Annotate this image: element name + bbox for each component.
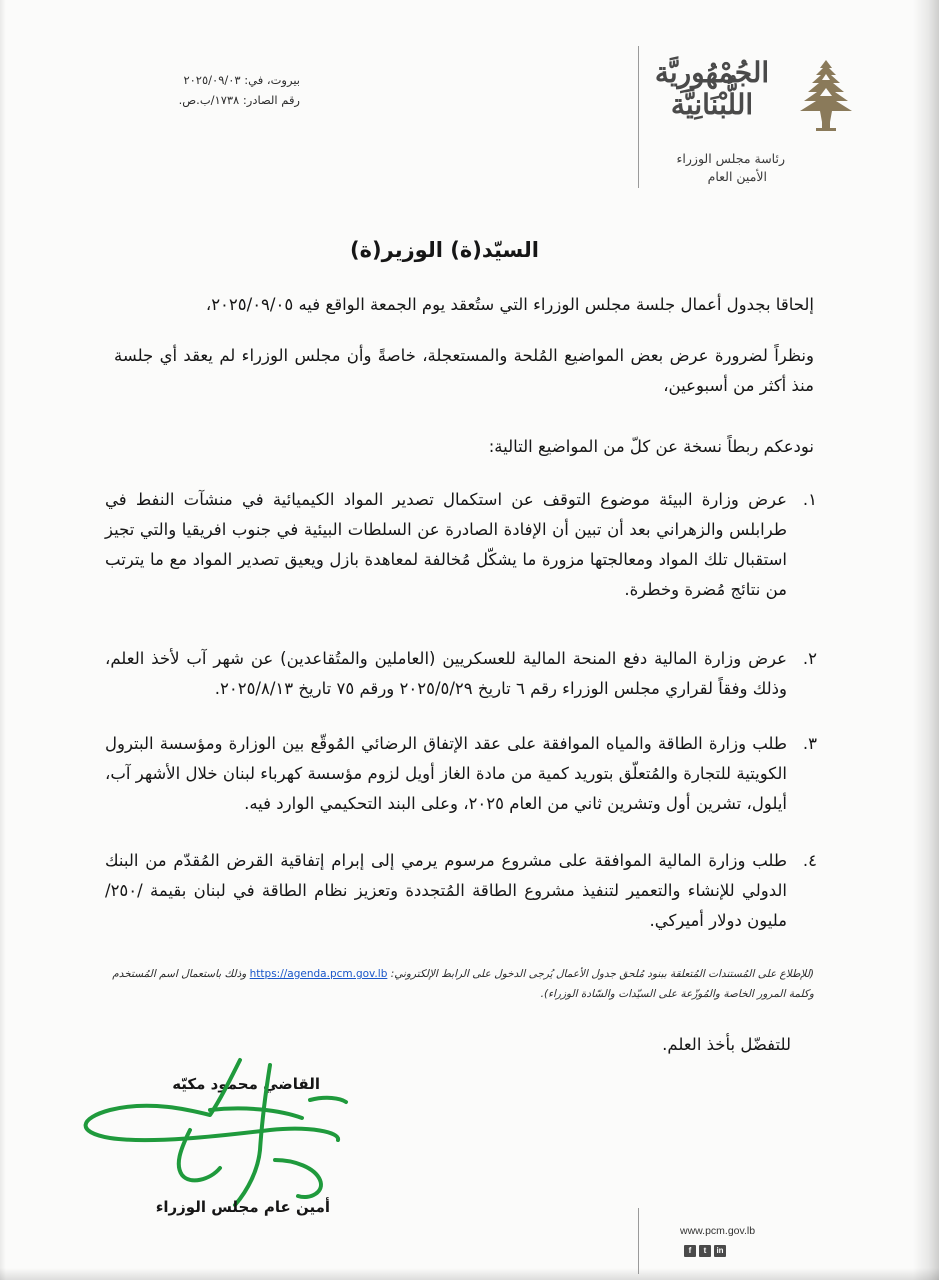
cedar-emblem-icon bbox=[786, 58, 866, 134]
website-link[interactable]: www.pcm.gov.lb bbox=[680, 1225, 756, 1237]
page-edge-shadow bbox=[913, 0, 939, 1280]
page-edge-shadow bbox=[0, 1268, 939, 1280]
logo-line-2: اللُّبْنَانِيَّة bbox=[670, 88, 754, 121]
intro-paragraph: إلحاقا بجدول أعمال جلسة مجلس الوزراء التي ستُعقد يوم الجمعة الواقع فيه ٢٠٢٥/٠٩/٠٥، bbox=[205, 295, 814, 314]
agenda-item-number: ٢. bbox=[802, 649, 817, 668]
agenda-item-text: عرض وزارة المالية دفع المنحة المالية للعسكريين (العاملين والمتُقاعدين) عن شهر آب لأخذ العلم، وذلك وفقاً لقراري مجلس الوزراء رقم ٦ تاريخ ٢٠٢٥/٥/٢٩ ورقم ٧٥ تاريخ ٢٠٢٥/٨/١٣. bbox=[105, 649, 787, 698]
enclosure-paragraph: نودعكم ربطاً نسخة عن كلّ من المواضيع التالية: bbox=[488, 437, 814, 456]
date-reference-block bbox=[120, 70, 300, 110]
reference-number: رقم الصادر: ١٧٣٨/ب.ص. bbox=[178, 93, 300, 107]
department-block bbox=[655, 150, 785, 186]
agenda-item-number: ١. bbox=[802, 490, 817, 509]
closing-line: للتفضّل بأخذ العلم. bbox=[662, 1035, 791, 1054]
agenda-item-text: عرض وزارة البيئة موضوع التوقف عن استكمال تصدير المواد الكيميائية في منشآت النفط في طرابلس والزهراني بعد أن تبين أن الإفادة الصادرة عن السلطات البيئية في جنوب افريقيا والتي تجيز استقبال تلك المواد ومعالجتها مزورة ما يشكّل مُخالفة لمعاهدة بازل ويعيق تصدير المواد مع ما يترتب من نتائج مُضرة وخطرة. bbox=[105, 490, 787, 599]
logo-line-1: الجُمْهُورِيَّة bbox=[654, 56, 770, 89]
agenda-item-number: ٣. bbox=[802, 734, 817, 753]
note-text-after: وذلك باستعمال اسم المُستخدم وكلمة المرور الخاصة والمُوزّعة على السيّدات والسّادة الوزراء). bbox=[112, 968, 814, 1000]
agenda-item bbox=[105, 729, 817, 819]
twitter-icon[interactable]: t bbox=[699, 1245, 711, 1257]
signer-name: القاضي محمود مكيّه bbox=[172, 1075, 320, 1093]
date-line: بيروت، في: ٢٠٢٥/٠٩/٠٣ bbox=[183, 73, 300, 87]
social-icons bbox=[684, 1245, 726, 1257]
agenda-item bbox=[105, 485, 817, 605]
note-text-before: (للإطلاع على المُستندات المُتعلقة ببنود مُلحق جدول الأعمال يُرجى الدخول على الرابط الإلكتروني: bbox=[390, 968, 814, 980]
signer-title: أمين عام مجلس الوزراء bbox=[155, 1198, 330, 1216]
linkedin-icon[interactable]: in bbox=[714, 1245, 726, 1257]
footer-divider bbox=[638, 1208, 639, 1274]
header-divider bbox=[638, 46, 639, 188]
access-note bbox=[108, 964, 814, 1004]
republic-logo-text bbox=[642, 58, 782, 128]
salutation: السيّد(ة) الوزير(ة) bbox=[350, 238, 539, 262]
agenda-item-text: طلب وزارة المالية الموافقة على مشروع مرسوم يرمي إلى إبرام إتفاقية القرض المُقدّم من البنك الدولي للإنشاء والتعمير لتنفيذ مشروع الطاقة المُتجددة وتعزيز نظام الطاقة في لبنان بقيمة /٢٥٠/ مليون دولار أميركي. bbox=[105, 851, 787, 930]
agenda-item bbox=[105, 644, 817, 704]
reason-paragraph: ونظراً لضرورة عرض بعض المواضيع المُلحة والمستعجلة، خاصةً وأن مجلس الوزراء لم يعقد أي جلسة منذ أكثر من أسبوعين، bbox=[114, 346, 814, 395]
page-edge-shadow bbox=[0, 0, 6, 1280]
office-name: الأمين العام bbox=[707, 169, 767, 184]
department-name: رئاسة مجلس الوزراء bbox=[676, 151, 785, 166]
agenda-item bbox=[105, 846, 817, 936]
agenda-portal-link[interactable]: https://agenda.pcm.gov.lb bbox=[249, 968, 388, 980]
facebook-icon[interactable]: f bbox=[684, 1245, 696, 1257]
agenda-item-number: ٤. bbox=[802, 851, 817, 870]
agenda-item-text: طلب وزارة الطاقة والمياه الموافقة على عقد الإتفاق الرضائي المُوقّع بين الوزارة ومؤسسة البترول الكويتية للتجارة والمُتعلّق بتوريد كمية من مادة الغاز أويل لزوم مؤسسة كهرباء لبنان خلال الأشهر آب، أيلول، تشرين أول وتشرين ثاني من العام ٢٠٢٥، وعلى البند التحكيمي الوارد فيه. bbox=[105, 734, 787, 813]
